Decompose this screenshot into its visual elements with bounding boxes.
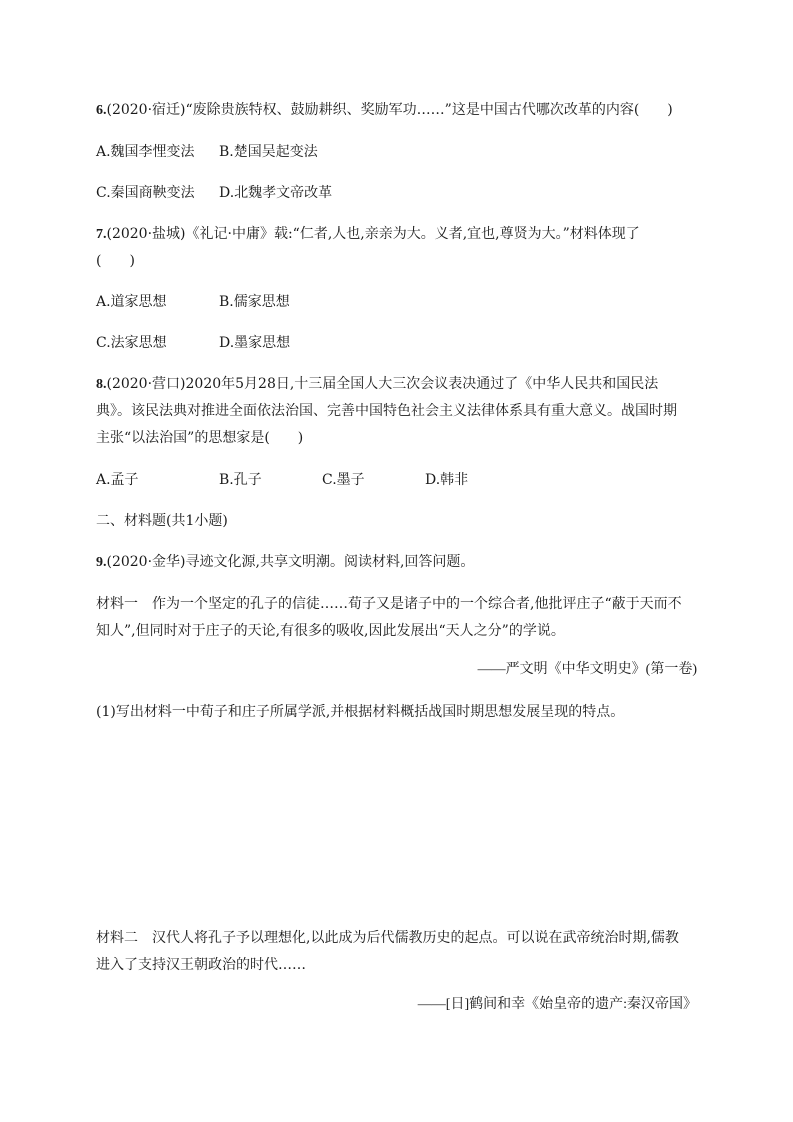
question-7-option-d: D.墨家思想 xyxy=(219,335,291,351)
question-8-option-a: A.孟子 xyxy=(96,472,139,488)
material-1-line-1: 材料一 作为一个坚定的孔子的信徒……荀子又是诸子中的一个综合者,他批评庄子“蔽于天而不 xyxy=(96,596,682,612)
section-2-title: 二、材料题(共1小题) xyxy=(96,513,228,529)
question-8-option-d: D.韩非 xyxy=(425,472,469,488)
question-6-number: 6. xyxy=(96,103,107,118)
question-9-text: (2020·金华)寻迹文化源,共享文明潮。阅读材料,回答问题。 xyxy=(106,554,475,570)
question-8-option-b: B.孔子 xyxy=(219,472,262,488)
question-7-stem-line-2: ( ) xyxy=(96,253,135,269)
question-8-stem-line-3: 主张“以法治国”的思想家是( ) xyxy=(96,430,304,446)
material-2-line-2: 进入了支持汉王朝政治的时代…… xyxy=(96,957,306,973)
question-9-number: 9. xyxy=(96,555,107,570)
question-6-option-b: B.楚国吴起变法 xyxy=(219,144,318,160)
question-7-option-a: A.道家思想 xyxy=(96,294,167,310)
material-2-line-1: 材料二 汉代人将孔子予以理想化,以此成为后代儒教历史的起点。可以说在武帝统治时期,儒教 xyxy=(96,930,679,946)
question-8-stem-line-2: 典》。该民法典对推进全面依法治国、完善中国特色社会主义法律体系具有重大意义。战国时期 xyxy=(96,403,677,419)
question-7-option-b: B.儒家思想 xyxy=(219,294,290,310)
question-7-number: 7. xyxy=(96,227,107,242)
question-8-stem-line-1 xyxy=(96,374,658,395)
material-2-source: ——[日]鹤间和幸《始皇帝的遗产:秦汉帝国》 xyxy=(417,997,697,1012)
question-9-subquestion-1: (1)写出材料一中荀子和庄子所属学派,并根据材料概括战国时期思想发展呈现的特点。 xyxy=(96,704,625,720)
question-7-option-c: C.法家思想 xyxy=(96,335,167,351)
question-8-number: 8. xyxy=(96,377,107,392)
question-7-text: (2020·盐城)《礼记·中庸》载:“仁者,人也,亲亲为大。义者,宜也,尊贤为大。”材料体现了 xyxy=(106,226,640,242)
question-6-option-a: A.魏国李悝变法 xyxy=(96,144,195,160)
question-6-option-c: C.秦国商鞅变法 xyxy=(96,185,195,201)
material-1-source: ——严文明《中华文明史》(第一卷) xyxy=(477,662,697,677)
question-8-text: (2020·营口)2020年5月28日,十三届全国人大三次会议表决通过了《中华人民共和国民法 xyxy=(106,376,659,392)
question-6-stem xyxy=(96,100,673,121)
question-7-stem-line-1 xyxy=(96,224,640,245)
question-9-stem xyxy=(96,552,474,573)
question-6-option-d: D.北魏孝文帝改革 xyxy=(219,185,333,201)
question-6-text: (2020·宿迁)“废除贵族特权、鼓励耕织、奖励军功……”这是中国古代哪次改革的内容( ) xyxy=(106,102,673,118)
material-1-line-2: 知人”,但同时对于庄子的天论,有很多的吸收,因此发展出“天人之分”的学说。 xyxy=(96,623,565,639)
question-8-option-c: C.墨子 xyxy=(322,472,365,488)
